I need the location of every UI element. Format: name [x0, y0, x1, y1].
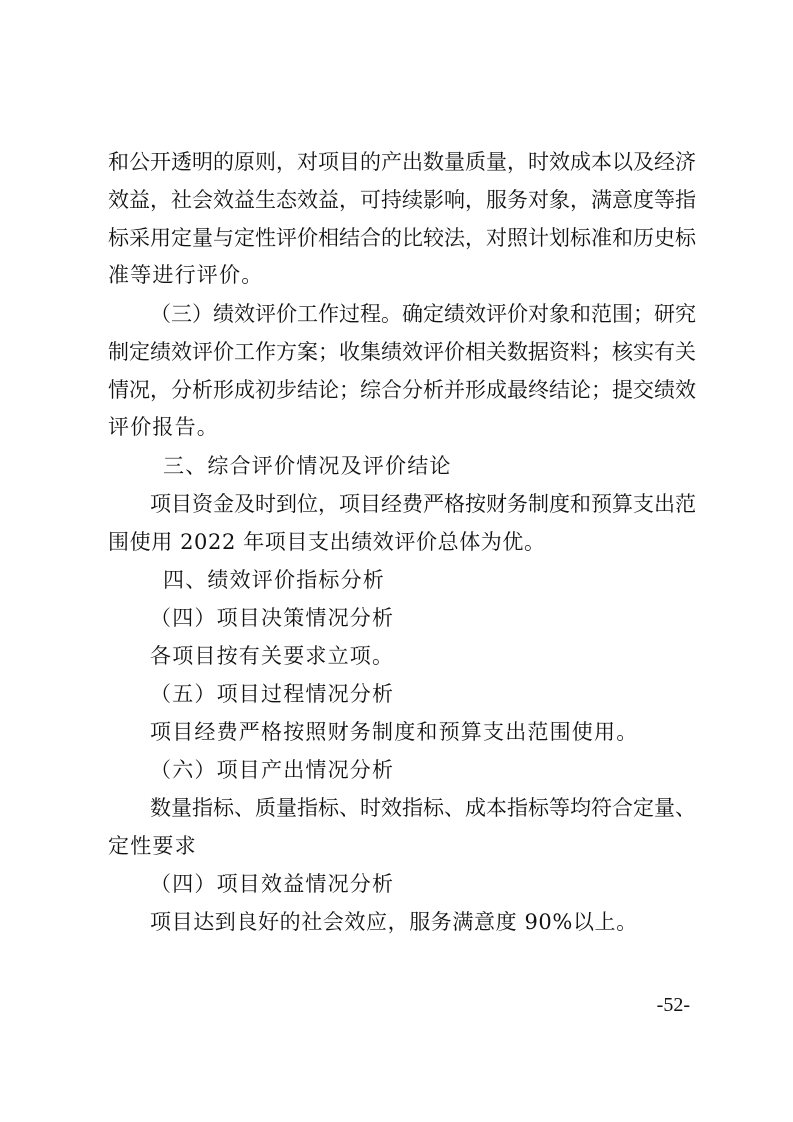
paragraph-line: 制定绩效评价工作方案；收集绩效评价相关数据资料；核实有关 — [108, 340, 696, 364]
paragraph-line: 项目达到良好的社会效应，服务满意度 90%以上。 — [150, 910, 638, 934]
paragraph-line: 定性要求 — [108, 834, 197, 858]
paragraph-line: 效益，社会效益生态效益，可持续影响，服务对象，满意度等指 — [108, 188, 696, 212]
paragraph-line: 项目资金及时到位，项目经费严格按财务制度和预算支出范 — [150, 492, 696, 516]
subsection-heading: （六）项目产出情况分析 — [150, 758, 395, 782]
paragraph-line: 项目经费严格按照财务制度和预算支出范围使用。 — [150, 720, 639, 744]
subsection-heading: （五）项目过程情况分析 — [150, 682, 395, 706]
paragraph-line: （三）绩效评价工作过程。确定绩效评价对象和范围；研究 — [150, 302, 696, 326]
paragraph-line: 情况，分析形成初步结论；综合分析并形成最终结论；提交绩效 — [108, 378, 696, 402]
paragraph-line: 数量指标、质量指标、时效指标、成本指标等均符合定量、 — [150, 796, 696, 820]
paragraph-line: 围使用 2022 年项目支出绩效评价总体为优。 — [108, 530, 546, 554]
paragraph-line: 标采用定量与定性评价相结合的比较法，对照计划标准和历史标 — [108, 226, 696, 250]
paragraph-line: 各项目按有关要求立项。 — [150, 644, 395, 668]
subsection-heading: （四）项目效益情况分析 — [150, 872, 395, 896]
subsection-heading: （四）项目决策情况分析 — [150, 606, 395, 630]
section-heading: 三、综合评价情况及评价结论 — [163, 454, 452, 478]
section-heading: 四、绩效评价指标分析 — [163, 568, 385, 592]
paragraph-line: 和公开透明的原则，对项目的产出数量质量，时效成本以及经济 — [108, 150, 696, 174]
page-number: -52- — [656, 994, 690, 1016]
paragraph-line: 评价报告。 — [108, 415, 219, 439]
paragraph-line: 准等进行评价。 — [108, 263, 264, 287]
